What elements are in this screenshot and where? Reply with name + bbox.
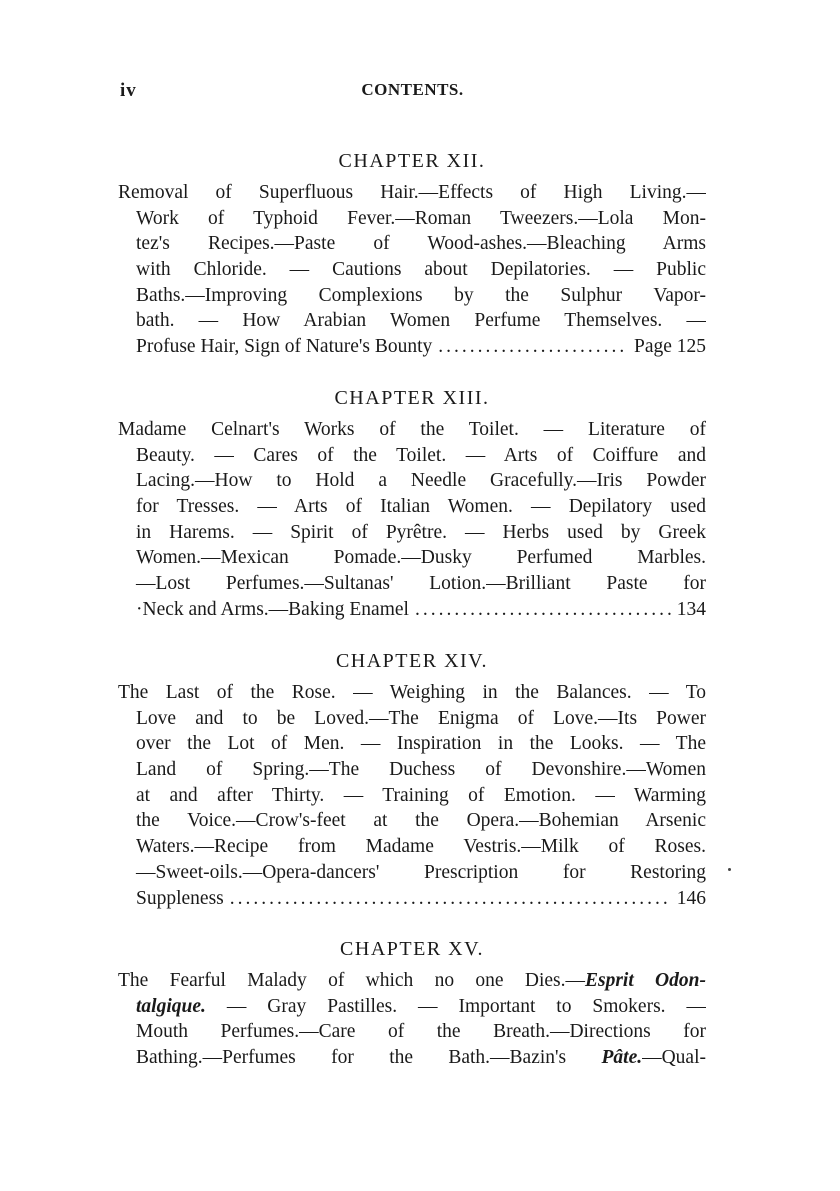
summary-line-text: Suppleness [136,887,224,909]
summary-line: —Lost Perfumes.—Sultanas' Lotion.—Brilliant Paste for [136,573,706,595]
summary-line: tez's Recipes.—Paste of Wood-ashes.—Bleaching Arms [136,233,706,255]
summary-line: Baths.—Improving Complexions by the Sulphur Vapor- [136,284,706,306]
summary-line-text: Profuse Hair, Sign of Nature's Bounty [136,336,433,358]
summary-text: The Fearful Malady of which no one Dies.— [118,970,585,991]
chapter-title: CHAPTER XIII. [334,387,490,409]
summary-line [118,994,706,1020]
page-reference: Page 125 [633,336,706,358]
chapter-summary [118,417,706,623]
summary-line: Removal of Superfluous Hair.—Effects of High Living.— [118,182,706,203]
dot-leader [415,597,671,623]
summary-line-with-page [118,597,706,623]
page-number: iv [120,80,137,101]
summary-line: Love and to be Loved.—The Enigma of Love.—Its Power [136,707,706,729]
summary-line: Work of Typhoid Fever.—Roman Tweezers.—Lola Mon- [136,207,706,229]
chapter-title: CHAPTER XIV. [335,650,489,672]
chapter-summary [118,968,706,1071]
summary-line: —Sweet-oils.—Opera-dancers' Prescription for Restoring [136,861,706,883]
summary-line: with Chloride. — Cautions about Depilatories. — Public [136,259,706,281]
summary-line: for Tresses. — Arts of Italian Women. — Depilatory used [136,496,706,518]
dot-leader [230,886,671,912]
summary-line [118,1045,706,1071]
summary-line: Lacing.—How to Hold a Needle Gracefully.—Iris Powder [136,470,706,492]
summary-line-with-page [118,886,706,912]
summary-line: at and after Thirty. — Training of Emotion. — Warming [136,784,706,806]
chapter-xiv [118,648,706,911]
chapter-xv [118,936,706,1071]
italic-term: talgique. [136,995,206,1017]
summary-line: Waters.—Recipe from Madame Vestris.—Milk of Roses. [136,836,706,858]
summary-line: the Voice.—Crow's-feet at the Opera.—Bohemian Arsenic [136,810,706,832]
summary-line-with-page [118,334,706,360]
summary-text: Bathing.—Perfumes for the Bath.—Bazin's [136,1047,602,1069]
chapter-summary [118,180,706,360]
summary-line-text: ·Neck and Arms.—Baking Enamel [136,598,409,620]
summary-line: bath. — How Arabian Women Perfume Themselves. — [136,310,706,332]
summary-line: in Harems. — Spirit of Pyrêtre. — Herbs used by Greek [136,521,706,543]
running-head-title: CONTENTS. [361,80,464,99]
summary-line: Land of Spring.—The Duchess of Devonshire.—Women [136,759,706,781]
summary-line [118,968,706,994]
dot-leader [438,334,628,360]
summary-line: over the Lot of Men. — Inspiration in the Looks. — The [136,733,706,755]
ink-speck [728,868,731,871]
chapter-title: CHAPTER XV. [340,938,484,960]
summary-line: The Last of the Rose. — Weighing in the Balances. — To [118,682,706,703]
summary-line: Madame Celnart's Works of the Toilet. — Literature of [118,419,706,440]
chapter-title: CHAPTER XII. [338,150,486,172]
page-reference: 146 [676,887,706,909]
chapter-xii [118,148,706,360]
summary-line: Women.—Mexican Pomade.—Dusky Perfumed Marbles. [136,547,706,569]
summary-line: Beauty. — Cares of the Toilet. — Arts of Coiffure and [136,444,706,466]
summary-text: —Qual- [642,1047,706,1069]
page-reference: 134 [676,598,706,620]
chapter-xiii [118,385,706,623]
summary-line: Mouth Perfumes.—Care of the Breath.—Directions for [136,1021,706,1043]
chapter-summary [118,680,706,911]
italic-term: Pâte. [601,1047,643,1069]
italic-term: Esprit Odon- [584,970,706,991]
summary-text: — Gray Pastilles. — Important to Smokers. — [205,995,706,1017]
running-head [120,80,705,110]
